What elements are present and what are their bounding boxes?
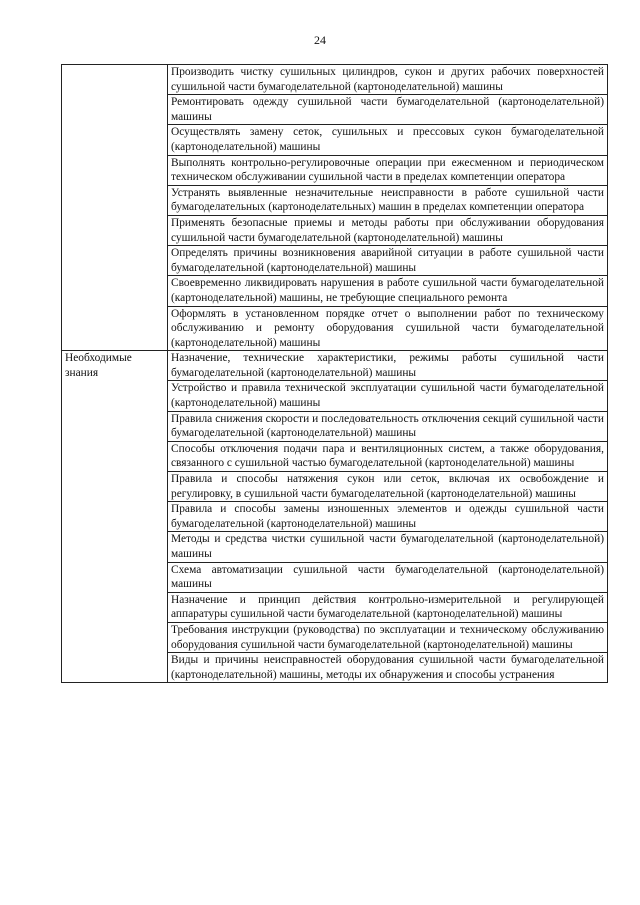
requirement-item: Оформлять в установленном порядке отчет о выполнении работ по техническому обслуживанию и ремонту оборудования сушильной части бумагоделательной (картоноделательной) машины <box>168 306 608 351</box>
page-number: 24 <box>314 33 326 47</box>
requirement-item: Устранять выявленные незначительные неисправности в работе сушильной части бумагоделательных (картоноделательных) машин в пределах компетенции оператора <box>168 185 608 215</box>
requirement-item: Требования инструкции (руководства) по эксплуатации и техническому обслуживанию оборудования сушильной части бумагоделательной (картоноделательной) машины <box>168 622 608 652</box>
requirement-item: Ремонтировать одежду сушильной части бумагоделательной (картоноделательной) машины <box>168 95 608 125</box>
requirement-item: Виды и причины неисправностей оборудования сушильной части бумагоделательной (картоноделательной) машины, методы их обнаружения и способы устранения <box>168 653 608 683</box>
requirement-item: Осуществлять замену сеток, сушильных и прессовых сукон бумагоделательной (картоноделательной) машины <box>168 125 608 155</box>
requirement-item: Выполнять контрольно-регулировочные операции при ежесменном и периодическом техническом обслуживании сушильной части в пределах компетенции оператора <box>168 155 608 185</box>
requirement-item: Методы и средства чистки сушильной части бумагоделательной (картоноделательной) машины <box>168 532 608 562</box>
requirement-item: Правила и способы замены изношенных элементов и одежды сушильной части бумагоделательной (картоноделательной) машины <box>168 502 608 532</box>
table-row <box>62 351 608 381</box>
requirement-item: Применять безопасные приемы и методы работы при обслуживании оборудования сушильной части бумагоделательной (картоноделательной) машины <box>168 215 608 245</box>
requirement-item: Своевременно ликвидировать нарушения в работе сушильной части бумагоделательной (картоноделательной) машины, не требующие специального ремонта <box>168 276 608 306</box>
requirements-table <box>61 64 608 683</box>
requirement-item: Определять причины возникновения аварийной ситуации в работе сушильной части бумагоделательной (картоноделательной) машины <box>168 246 608 276</box>
requirement-item: Схема автоматизации сушильной части бумагоделательной (картоноделательной) машины <box>168 562 608 592</box>
section-label <box>62 65 168 351</box>
table-row <box>62 65 608 95</box>
requirements-table-body <box>62 65 608 683</box>
requirement-item: Назначение и принцип действия контрольно-измерительной и регулирующей аппаратуры сушильной части бумагоделательной (картоноделательной) машины <box>168 592 608 622</box>
requirement-item: Правила и способы натяжения сукон или сеток, включая их освобождение и регулировку, в сушильной части бумагоделательной (картоноделательной) машины <box>168 472 608 502</box>
requirement-item: Устройство и правила технической эксплуатации сушильной части бумагоделательной (картоноделательной) машины <box>168 381 608 411</box>
section-label: Необходимые знания <box>62 351 168 683</box>
requirement-item: Назначение, технические характеристики, режимы работы сушильной части бумагоделательной (картоноделательной) машины <box>168 351 608 381</box>
requirement-item: Производить чистку сушильных цилиндров, сукон и других рабочих поверхностей сушильной части бумагоделательной (картоноделательной) машины <box>168 65 608 95</box>
requirement-item: Способы отключения подачи пара и вентиляционных систем, а также оборудования, связанного с сушильной частью бумагоделательной (картоноделательной) машины <box>168 441 608 471</box>
requirement-item: Правила снижения скорости и последовательность отключения секций сушильной части бумагоделательной (картоноделательной) машины <box>168 411 608 441</box>
